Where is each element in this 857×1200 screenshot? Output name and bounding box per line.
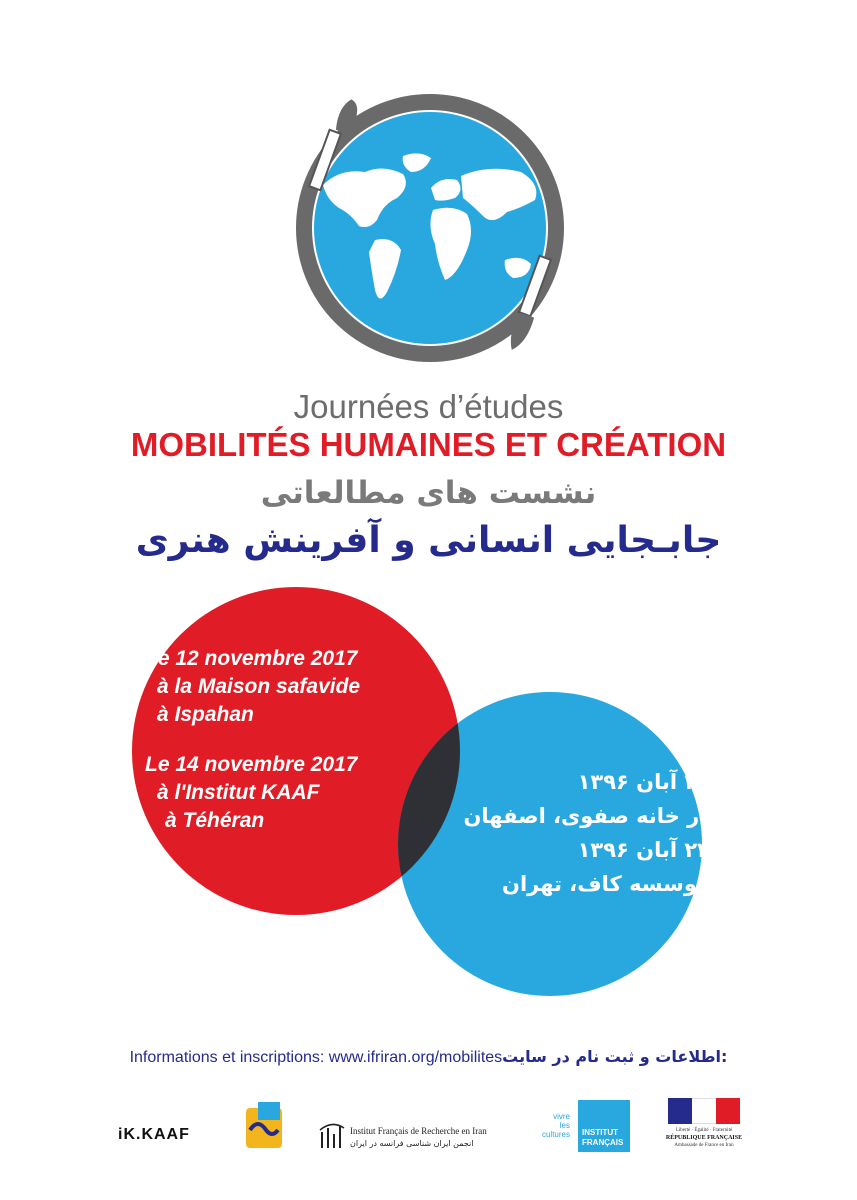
globe-logo: [285, 80, 575, 370]
ifri-logo: [318, 1120, 518, 1154]
fa-venue-line-2: موسسه کاف، تهران: [502, 872, 710, 896]
info-label-fa: :اطلاعات و ثبت نام در سایت: [502, 1047, 728, 1066]
institut-word-1: INSTITUT: [582, 1128, 618, 1137]
event-title-fr: Journées d’études: [293, 388, 564, 425]
safavi-house-logo: [244, 1100, 284, 1150]
vivre-word-3: cultures: [541, 1130, 570, 1139]
date-line-2: Le 14 novembre 2017: [145, 753, 358, 776]
city-line-1: à Ispahan: [157, 703, 254, 726]
info-label-fr: Informations et inscriptions:: [129, 1049, 325, 1066]
institut-francais-logo: [578, 1100, 630, 1152]
venue-line-1: à la Maison safavide: [157, 675, 361, 698]
city-line-2: à Téhéran: [165, 809, 265, 832]
fa-venue-line-1: در خانه صفوی، اصفهان: [463, 804, 710, 828]
event-title-fa: نشست های مطالعاتی: [260, 475, 597, 511]
french-flag-icon: [668, 1098, 740, 1124]
vivre-word-2: les: [559, 1121, 570, 1130]
institut-word-2: FRANÇAIS: [582, 1138, 624, 1147]
rf-motto: Liberté · Égalité · Fraternité: [675, 1128, 733, 1133]
date-line-1: Le 12 novembre 2017: [145, 647, 358, 670]
info-line: [0, 1047, 857, 1067]
fa-date-line-1: ۲۱ آبان ۱۳۹۶: [577, 770, 710, 794]
vivre-word-1: vivre: [553, 1112, 570, 1121]
event-subtitle-fa: جابـجایی انسانی و آفرینش هنری: [135, 520, 722, 561]
event-subtitle-fr: MOBILITÉS HUMAINES ET CRÉATION: [130, 426, 727, 463]
fa-date-line-2: ۲۳ آبان ۱۳۹۶: [577, 838, 710, 862]
rf-embassy: Ambassade de France en Iran: [674, 1143, 734, 1148]
ifri-name-fa: انجمن ایران شناسی فرانسه در ایران: [350, 1139, 474, 1148]
rf-name: RÉPUBLIQUE FRANÇAISE: [665, 1135, 743, 1141]
info-url-link[interactable]: www.ifriran.org/mobilites: [328, 1049, 503, 1066]
kaaf-logo: iK.KAAF: [118, 1126, 190, 1143]
ifri-name-fr: Institut Français de Recherche en Iran: [350, 1126, 487, 1136]
globe-ocean: [314, 112, 546, 344]
ifri-mark-icon: [318, 1120, 346, 1152]
french-dates-block: [145, 645, 445, 835]
vivre-les-cultures-logo: [524, 1112, 570, 1139]
venue-line-2: à l'Institut KAAF: [157, 781, 320, 804]
persian-dates-block: [430, 765, 710, 901]
